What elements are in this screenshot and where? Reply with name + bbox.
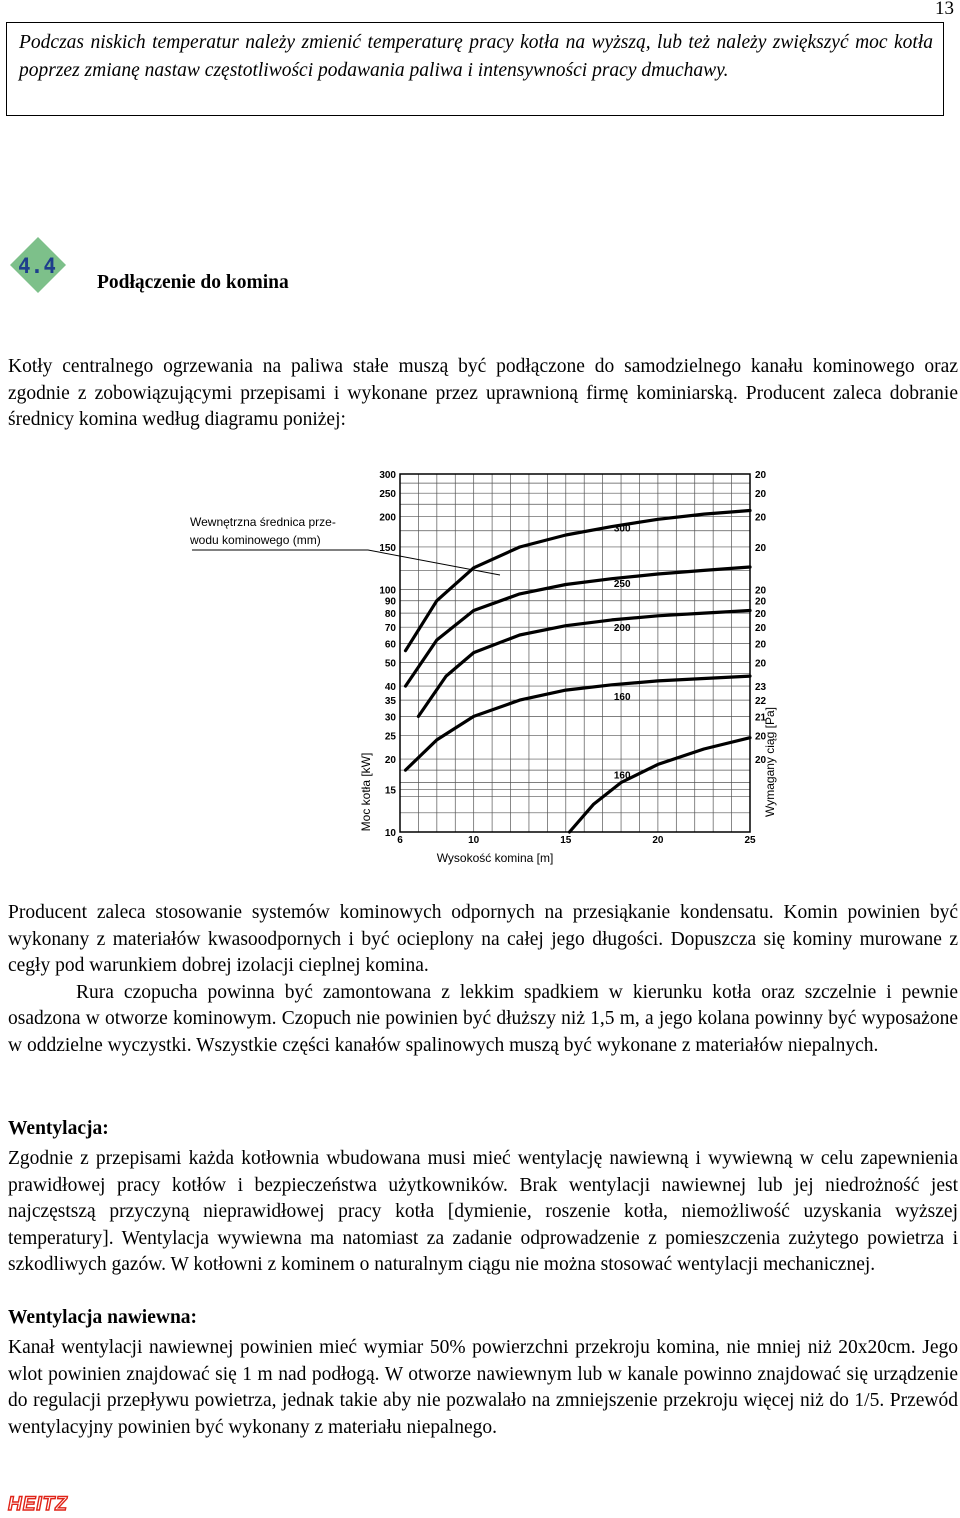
chimney-requirements xyxy=(8,900,958,1059)
y2-tick-label: 21 xyxy=(755,712,767,724)
plot-frame xyxy=(400,474,750,832)
y-tick-label: 20 xyxy=(384,755,396,767)
y2-tick-label: 20 xyxy=(755,609,767,621)
x-tick-label: 10 xyxy=(468,835,480,846)
y2-tick-label: 20 xyxy=(755,623,767,635)
curve-label: 250 xyxy=(613,579,631,591)
y-tick-label: 10 xyxy=(384,828,396,839)
curve-label: 160 xyxy=(613,692,631,704)
y-tick-label: 40 xyxy=(384,682,396,694)
supply-ventilation-heading: Wentylacja nawiewna: xyxy=(8,1307,198,1328)
y2-tick-label: 22 xyxy=(755,696,767,708)
curve-label: 160 xyxy=(613,770,631,782)
y-tick-label: 250 xyxy=(379,489,396,501)
chimney-diagram xyxy=(180,462,800,872)
logo-text: HEITZ xyxy=(8,1494,68,1515)
y-tick-label: 300 xyxy=(379,470,396,481)
y2-tick-label: 20 xyxy=(755,489,767,501)
y-tick-label: 25 xyxy=(384,731,396,743)
note-box xyxy=(6,22,944,116)
y-tick-label: 200 xyxy=(379,512,396,524)
curve-160 xyxy=(570,738,751,832)
section-title: Podłączenie do komina xyxy=(97,272,289,293)
y2-tick-label: 20 xyxy=(755,731,767,743)
callout-label-line1: Wewnętrzna średnica prze- xyxy=(190,515,336,529)
intro-paragraph: Kotły centralnego ogrzewania na paliwa stałe muszą być podłączone do samodzielnego kanału kominowego oraz zgodnie z zobowiązującymi przepisami i wykonane przez uprawnioną firmę kominiarską. Producent zaleca dobranie średnicy komina według diagramu poniżej: xyxy=(8,356,958,430)
y-tick-label: 60 xyxy=(384,639,396,651)
curve-label: 300 xyxy=(613,523,631,535)
x-tick-label: 6 xyxy=(397,835,403,846)
supply-ventilation-paragraph: Kanał wentylacji nawiewnej powinien mieć wymiar 50% powierzchni przekroju komina, nie mniej niż 20x20cm. Jego wlot powinien znajdować się 1 m nad podłogą. W otworze nawiewnym lub w kanale powinno znajdować się urządzenie do regulacji przepływu powietrza, jednak takie aby nie pozwalało na zmniejszenie przekroju więcej niż do 1/5. Przewód wentylacyjny powinien być wykonany z materiału niepalnego. xyxy=(8,1337,958,1438)
y2-tick-label: 20 xyxy=(755,658,767,670)
y-tick-label: 70 xyxy=(384,623,396,635)
y-tick-label: 50 xyxy=(384,658,396,670)
note-text: Podczas niskich temperatur należy zmienić temperaturę pracy kotła na wyższą, lub też należy zwiększyć moc kotła poprzez zmianę nastaw częstotliwości podawania paliwa i intensywności pracy dmuchawy. xyxy=(19,32,933,81)
x-tick-label: 25 xyxy=(744,835,756,846)
y-tick-label: 35 xyxy=(384,696,396,708)
y2-tick-label: 20 xyxy=(755,755,767,767)
ventilation-paragraph: Zgodnie z przepisami każda kotłownia wbudowana musi mieć wentylację nawiewną i wywiewną w celu zapewnienia prawidłowej pracy kotłów i bezpieczeństwa użytkowników. Brak wentylacji nawiewnej lub jej niedrożność jest najczęstszą przyczyną nieprawidłowej pracy kotła [dymienie, roszenie kotła, niemożliwość uzyskania wyższej temperatury]. Wentylacja wywiewna ma natomiast za zadanie odprowadzenie z pomieszczenia zużytego powietrza i szkodliwych gazów. W kotłowni z kominem o naturalnym ciągu nie można stosować wentylacji mechanicznej. xyxy=(8,1148,958,1275)
section-number: 4.4 xyxy=(18,254,56,278)
curve-160 xyxy=(406,676,751,770)
y-axis-label: Moc kotła [kW] xyxy=(359,752,373,832)
callout-label-line2: wodu kominowego (mm) xyxy=(190,533,321,547)
section-badge xyxy=(8,235,68,295)
y2-tick-label: 20 xyxy=(755,512,767,524)
heitz-logo xyxy=(8,1494,68,1516)
y-tick-label: 30 xyxy=(384,712,396,724)
y2-tick-label: 20 xyxy=(755,596,767,608)
curve-label: 200 xyxy=(613,623,631,635)
x-axis-label: Wysokość komina [m] xyxy=(436,851,554,865)
callout-pointer xyxy=(192,550,500,575)
curve-300 xyxy=(406,511,751,651)
x-tick-label: 15 xyxy=(560,835,572,846)
y-tick-label: 100 xyxy=(379,585,396,597)
y2-tick-label: 23 xyxy=(755,682,767,694)
y2-tick-label: 20 xyxy=(755,542,767,554)
y2-tick-label: 20 xyxy=(755,639,767,651)
y-tick-label: 90 xyxy=(384,596,396,608)
page-number: 13 xyxy=(935,0,954,19)
y-tick-label: 80 xyxy=(384,609,396,621)
y2-tick-label: 20 xyxy=(755,585,767,597)
y2-tick-label: 20 xyxy=(755,470,767,481)
y2-axis-label: Wymagany ciąg [Pa] xyxy=(763,707,777,817)
x-tick-label: 20 xyxy=(652,835,664,846)
ventilation-heading: Wentylacja: xyxy=(8,1118,109,1139)
chimney-paragraph-2: Rura czopucha powinna być zamontowana z lekkim spadkiem w kierunku kotła oraz szczelnie i pewnie osadzona w otworze kominowym. Czopuch nie powinien być dłuższy niż 1,5 m, a jego kolana powinny być wyposażone w oddzielne wyczystki. Wszystkie części kanałów spalinowych muszą być wykonane z materiałów niepalnych. xyxy=(8,981,958,1056)
y-tick-label: 150 xyxy=(379,542,396,554)
y-tick-label: 15 xyxy=(384,785,396,797)
chimney-paragraph-1: Producent zaleca stosowanie systemów kominowych odpornych na przesiąkanie kondensatu. Komin powinien być wykonany z materiałów kwasoodpornych i być ocieplony na całej jego długości. Dopuszcza się kominy murowane z cegły pod warunkiem dobrej izolacji cieplnej komina. xyxy=(8,902,958,976)
